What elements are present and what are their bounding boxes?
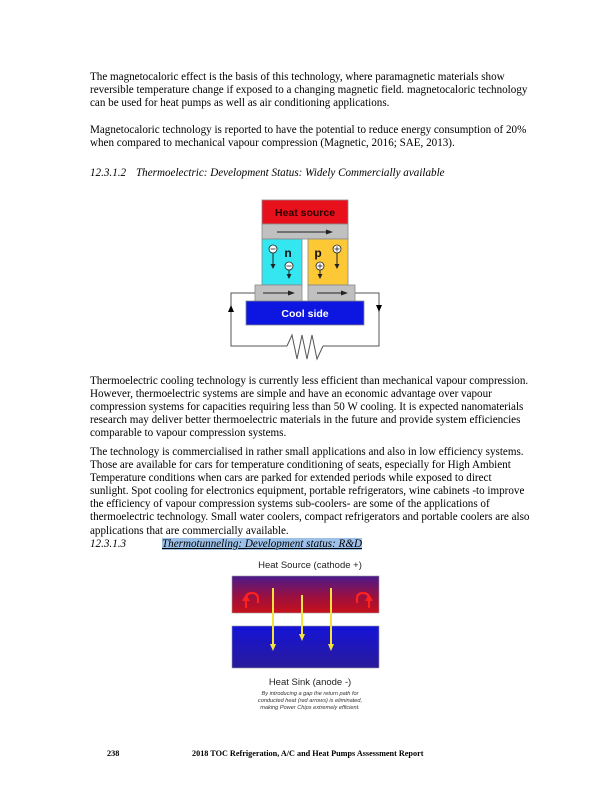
paragraph-thermoelectric-applications: The technology is commercialised in rather small applications and also in low efficiency systems. Those are available for cars for temperature conditioning of seats, especially for High Ambient Temperature conditions when cars are parked for extended periods while exposed to direct sunlight. Spot cooling for electronics equipment, portable refrigerators, wine cabinets -to improve the efficiency of vapour compression systems sub-coolers- are some of the applications of thermoelectric technology. Small water coolers, compact refrigerators and portable coolers are also applications that are commercially available.: [90, 446, 530, 537]
heading-title: Thermoelectric: Development Status: Widely Commercially available: [136, 167, 445, 179]
heading-thermoelectric: [90, 167, 445, 179]
paragraph-magnetocaloric-effect: The magnetocaloric effect is the basis of this technology, where paramagnetic materials show reversible temperature change if exposed to a changing magnetic field. magnetocaloric technology can be used for heat pumps as well as air conditioning applications.: [90, 71, 528, 110]
n-label: n: [284, 246, 292, 260]
heading-number: 12.3.1.2: [90, 167, 127, 179]
n-type-block: [262, 239, 302, 285]
heading-number: 12.3.1.3: [90, 538, 127, 550]
resistor-icon: [287, 335, 323, 359]
caption-line: conducted heat (red arrows) is eliminated,: [257, 698, 363, 704]
anode-block: [232, 626, 379, 668]
paragraph-thermoelectric-efficiency: Thermoelectric cooling technology is currently less efficient than mechanical vapour compression. However, thermoelectric systems are simple and have an economic advantage over vapour compression systems for capacities requiring less than 50 W cooling. It is expected nanomaterials research may deliver better thermoelectric materials in the future and provide system efficiencies comparable to vapour compression systems.: [90, 375, 529, 440]
heat-source-cathode-label: Heat Source (cathode +): [258, 560, 362, 571]
cool-side-label: Cool side: [281, 308, 329, 320]
p-label: p: [314, 246, 322, 260]
heading-title-selected[interactable]: Thermotunneling: Development status: R&D: [162, 538, 362, 550]
paragraph-magnetocaloric-potential: Magnetocaloric technology is reported to have the potential to reduce energy consumption of 20% when compared to mechanical vapour compression (Magnetic, 2016; SAE, 2013).: [90, 124, 527, 150]
caption-line: making Power Chips extremely efficient.: [260, 705, 360, 711]
current-arrow-down-icon: [376, 305, 382, 312]
caption-line: By introducing a gap the return path for: [261, 691, 359, 697]
thermotunneling-diagram: [225, 555, 395, 715]
current-arrow-up-icon: [228, 305, 234, 312]
heat-sink-anode-label: Heat Sink (anode -): [268, 677, 352, 688]
report-title: 2018 TOC Refrigeration, A/C and Heat Pumps Assessment Report: [192, 749, 424, 758]
heading-thermotunneling: [90, 538, 362, 550]
page-number: 238: [107, 749, 120, 758]
thermoelectric-diagram: [225, 195, 390, 370]
heat-source-label: Heat source: [274, 207, 336, 219]
cathode-block: [232, 576, 379, 613]
